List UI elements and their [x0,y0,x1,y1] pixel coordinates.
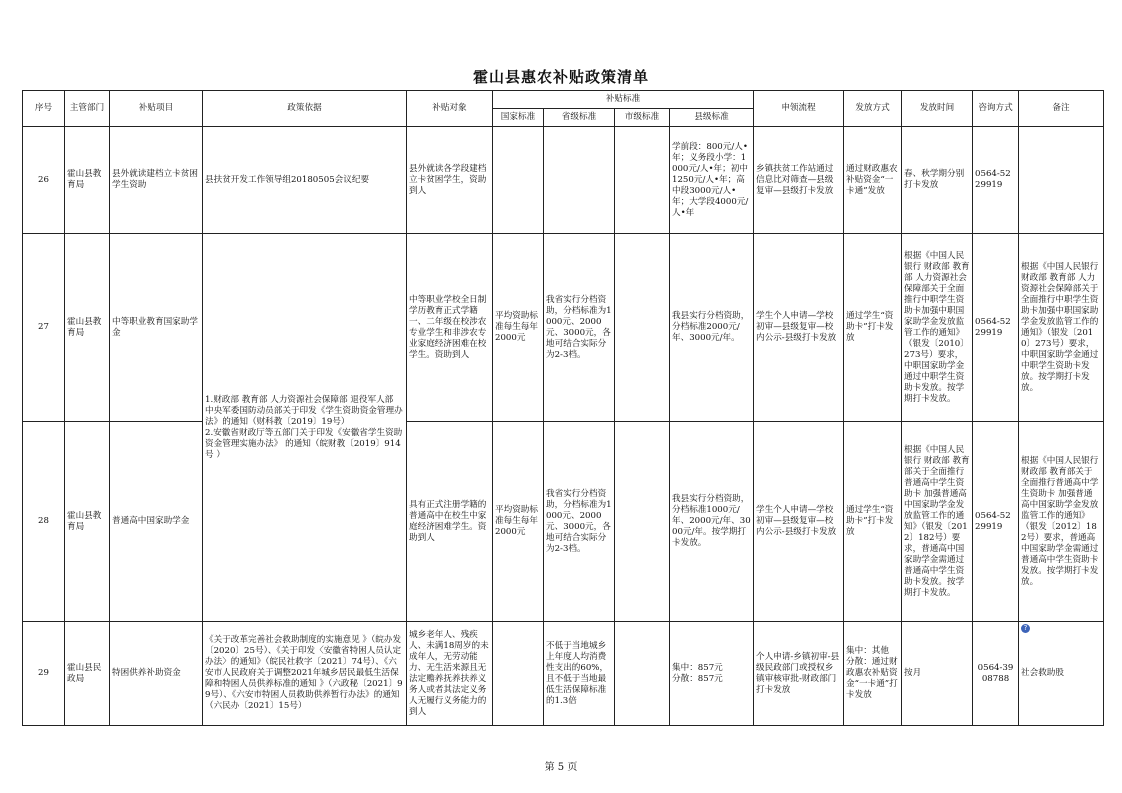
cell-national: 平均资助标准每生每年2000元 [493,422,544,622]
cell-contact: 0564-5229919 [973,127,1019,234]
table-row [23,422,1104,622]
cell-basis: 县扶贫开发工作领导组20180505会议纪要 [203,127,407,234]
header-city: 市级标准 [615,109,670,127]
policy-table [22,90,1104,726]
header-contact: 咨询方式 [973,91,1019,127]
header-method: 发放方式 [844,91,902,127]
cell-target: 城乡老年人、残疾人、未满18周岁的未成年人，无劳动能力、无生活来源且无法定赡养抚养扶养义务人或者其法定义务人无履行义务能力的到人 [407,622,493,726]
cell-remark [1019,127,1104,234]
cell-dept: 霍山县教育局 [65,127,110,234]
cell-item: 中等职业教育国家助学金 [110,234,203,422]
table-row [23,127,1104,234]
cell-time: 春、秋学期分别打卡发放 [902,127,973,234]
header-process: 申领流程 [754,91,844,127]
cell-remark: 根据《中国人民银行 财政部 教育部关于全面推行普通高中学生资助卡 加强普通高中国家助学金发放监管工作的通知》（银发〔2012〕182号）要求，普通高中国家助学金需通过普通高中学生资助卡发放。按学期打卡发放。 [1019,422,1104,622]
cell-process: 学生个人申请—学校初审—县级复审—校内公示-县级打卡发放 [754,422,844,622]
cell-city [615,234,670,422]
cell-city [615,422,670,622]
cell-remark: 根据《中国人民银行 财政部 教育部 人力资源社会保障部关于全面推行中职学生资助卡加强中职国家助学金发放监管工作的通知》（银发〔2010〕273号）要求，中职国家助学金通过中职学生资助卡发放。按学期打卡发放。 [1019,234,1104,422]
cell-item: 特困供养补助资金 [110,622,203,726]
cell-process: 个人申请-乡镇初审-县级民政部门或授权乡镇审核审批-财政部门打卡发放 [754,622,844,726]
cell-no: 26 [23,127,65,234]
cell-method: 通过学生“资助卡”打卡发放 [844,234,902,422]
header-county: 县级标准 [670,109,754,127]
cell-target: 县外就读各学段建档立卡贫困学生，资助到人 [407,127,493,234]
cell-target: 中等职业学校全日制学历教育正式学籍一、二年级在校涉农专业学生和非涉农专业家庭经济困难在校学生。资助到人 [407,234,493,422]
cell-county: 学前段：800元/人•年；义务段小学：1000元/人•年；初中1250元/人•年；高中段3000元/人•年；大学段4000元/人•年 [670,127,754,234]
cell-no: 29 [23,622,65,726]
cell-no: 28 [23,422,65,622]
cell-target: 具有正式注册学籍的普通高中在校生中家庭经济困难学生。资助到人 [407,422,493,622]
header-target: 补贴对象 [407,91,493,127]
cell-dept: 霍山县教育局 [65,234,110,422]
page-number: 第 5 页 [544,762,578,773]
cell-provincial: 我省实行分档资助，分档标准为1000元、2000元、3000元，各地可结合实际分为2-3档。 [544,234,615,422]
cell-provincial [544,127,615,234]
help-icon[interactable]: ? [1021,624,1030,633]
cell-method: 通过财政惠农补贴资金“一卡通”发放 [844,127,902,234]
cell-item: 普通高中国家助学金 [110,422,203,622]
cell-contact: 0564-5229919 [973,234,1019,422]
header-national: 国家标准 [493,109,544,127]
header-no: 序号 [23,91,65,127]
cell-remark [1019,622,1104,726]
header-time: 发放时间 [902,91,973,127]
cell-provincial: 不低于当地城乡上年度人均消费性支出的60%，且不低于当地最低生活保障标准的1.3倍 [544,622,615,726]
cell-time: 根据《中国人民银行 财政部 教育部关于全面推行普通高中学生资助卡 加强普通高中国家助学金发放监管工作的通知》（银发〔2012〕182号）要求，普通高中国家助学金需通过普通高中学生资助卡发放。按学期打卡发放。 [902,422,973,622]
header-provincial: 省级标准 [544,109,615,127]
header-item: 补贴项目 [110,91,203,127]
table-row [23,622,1104,726]
header-dept: 主管部门 [65,91,110,127]
cell-city [615,127,670,234]
cell-time: 根据《中国人民银行 财政部 教育部 人力资源社会保障部关于全面推行中职学生资助卡加强中职国家助学金发放监管工作的通知》（银发〔2010〕273号）要求，中职国家助学金通过中职学生资助卡发放。按学期打卡发放。 [902,234,973,422]
cell-county: 我县实行分档资助，分档标准1000元/年、2000元/年、3000元/年。按学期打卡发放。 [670,422,754,622]
cell-no: 27 [23,234,65,422]
cell-national: 平均资助标准每生每年2000元 [493,234,544,422]
cell-process: 乡镇扶贫工作站通过信息比对筛查—县级复审—县级打卡发放 [754,127,844,234]
table-row [23,234,1104,422]
header-standard: 补贴标准 [493,91,754,109]
header-remark: 备注 [1019,91,1104,127]
cell-contact: 0564-5229919 [973,422,1019,622]
cell-city [615,622,670,726]
cell-county: 我县实行分档资助，分档标准2000元/年、3000元/年。 [670,234,754,422]
cell-contact: 0564-3908788 [973,622,1019,726]
cell-method: 集中：其他 分散：通过财政惠农补贴资金“一卡通”打卡发放 [844,622,902,726]
cell-provincial: 我省实行分档资助，分档标准为1000元、2000元、3000元，各地可结合实际分为2-3档。 [544,422,615,622]
cell-remark-text: 社会救助股 [1021,668,1064,678]
cell-county: 集中：857元 分散：857元 [670,622,754,726]
cell-method: 通过学生“资助卡”打卡发放 [844,422,902,622]
cell-basis-shared: 1.财政部 教育部 人力资源社会保障部 退役军人部 中央军委国防动员部关于印发《学生资助资金管理办法》的通知（财科教〔2019〕19号） 2.安徽省财政厅等五部门关于印发《安徽省学生资助资金管理实施办法》 的通知（皖财教〔2019〕914号 ） [203,234,407,622]
page-title: 霍山县惠农补贴政策清单 [472,68,649,86]
header-basis: 政策依据 [203,91,407,127]
cell-dept: 霍山县教育局 [65,422,110,622]
cell-basis: 《关于改革完善社会救助制度的实施意见 》（皖办发〔2020〕25号）、《关于印发〈安徽省特困人员认定办法〉的通知》（皖民社救字〔2021〕74号）、《六安市人民政府关于调整2021年城乡居民最低生活保障和特困人员供养标准的通知 》（六政秘〔2021〕99号）、《六安市特困人员救助供养暂行办法》的通知（六民办〔2021〕15号） [203,622,407,726]
cell-dept: 霍山县民政局 [65,622,110,726]
cell-national [493,622,544,726]
cell-time: 按月 [902,622,973,726]
header-row [23,91,1104,109]
cell-national [493,127,544,234]
cell-item: 县外就读建档立卡贫困学生资助 [110,127,203,234]
cell-process: 学生个人申请—学校初审—县级复审—校内公示-县级打卡发放 [754,234,844,422]
